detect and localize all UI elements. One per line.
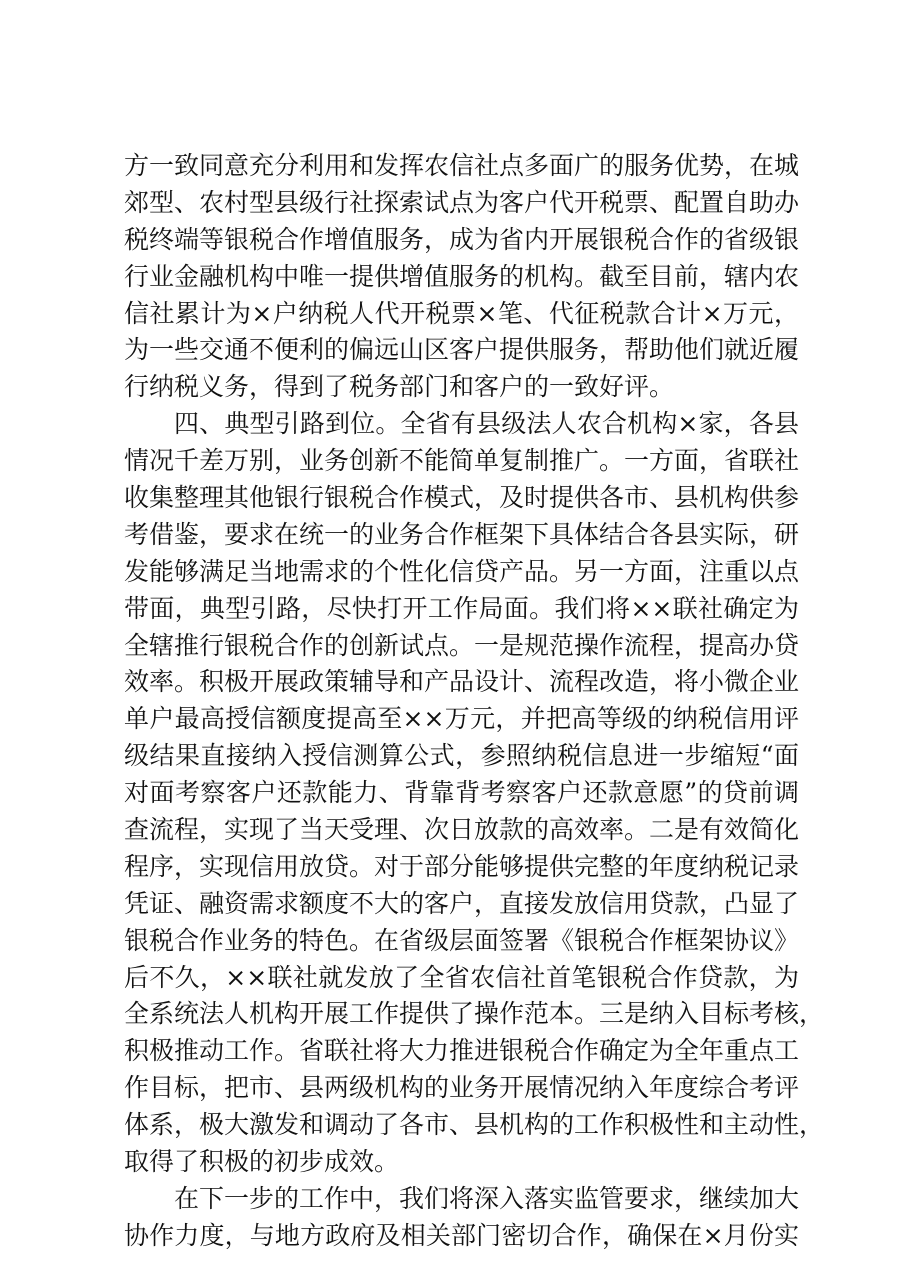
document-body <box>124 148 825 1255</box>
text-line: 作目标，把市、县两级机构的业务开展情况纳入年度综合考评 <box>124 1073 800 1103</box>
text-line: 程序，实现信用放贷。对于部分能够提供完整的年度纳税记录 <box>124 851 800 881</box>
text-line: 银税合作业务的特色。在省级层面签署《银税合作框架协议》 <box>124 925 800 955</box>
text-line: 税终端等银税合作增值服务，成为省内开展银税合作的省级银 <box>124 224 800 254</box>
text-line: 考借鉴，要求在统一的业务合作框架下具体结合各县实际，研 <box>124 519 800 549</box>
text-line: 在下一步的工作中，我们将深入落实监管要求，继续加大 <box>174 1183 800 1213</box>
text-line: 情况千差万别，业务创新不能简单复制推广。一方面，省联社 <box>124 446 800 476</box>
text-line: 四、典型引路到位。全省有县级法人农合机构×家，各县 <box>174 409 799 439</box>
text-line: 方一致同意充分利用和发挥农信社点多面广的服务优势，在城 <box>124 151 800 180</box>
text-line: 效率。积极开展政策辅导和产品设计、流程改造，将小微企业 <box>124 667 800 697</box>
text-line: 郊型、农村型县级行社探索试点为客户代开税票、配置自助办 <box>124 187 800 217</box>
text-line: 单户最高授信额度提高至××万元，并把高等级的纳税信用评 <box>124 704 799 734</box>
text-line: 凭证、融资需求额度不大的客户，直接发放信用贷款，凸显了 <box>124 888 800 918</box>
text-line: 取得了积极的初步成效。 <box>124 1147 400 1177</box>
text-line: 为一些交通不便利的偏远山区客户提供服务，帮助他们就近履 <box>124 335 800 365</box>
text-line: 级结果直接纳入授信测算公式，参照纳税信息进一步缩短“面 <box>124 741 799 771</box>
text-line: 行纳税义务，得到了税务部门和客户的一致好评。 <box>124 372 675 402</box>
text-line: 对面考察客户还款能力、背靠背考察客户还款意愿”的贷前调 <box>124 778 799 808</box>
text-line: 发能够满足当地需求的个性化信贷产品。另一方面，注重以点 <box>124 556 800 586</box>
text-line: 收集整理其他银行银税合作模式，及时提供各市、县机构供参 <box>124 483 800 513</box>
text-line: 体系，极大激发和调动了各市、县机构的工作积极性和主动性， <box>124 1110 825 1140</box>
text-line: 行业金融机构中唯一提供增值服务的机构。截至目前，辖内农 <box>124 261 800 291</box>
text-line: 积极推动工作。省联社将大力推进银税合作确定为全年重点工 <box>124 1036 800 1066</box>
text-line: 带面，典型引路，尽快打开工作局面。我们将××联社确定为 <box>124 593 799 623</box>
text-line: 查流程，实现了当天受理、次日放款的高效率。二是有效简化 <box>124 815 800 845</box>
text-line: 协作力度，与地方政府及相关部门密切合作，确保在×月份实 <box>124 1220 799 1250</box>
text-line: 全辖推行银税合作的创新试点。一是规范操作流程，提高办贷 <box>124 630 800 660</box>
text-line: 全系统法人机构开展工作提供了操作范本。三是纳入目标考核， <box>124 999 825 1029</box>
text-line: 后不久，××联社就发放了全省农信社首笔银税合作贷款，为 <box>124 962 799 992</box>
text-line: 信社累计为×户纳税人代开税票×笔、代征税款合计×万元， <box>124 298 799 328</box>
